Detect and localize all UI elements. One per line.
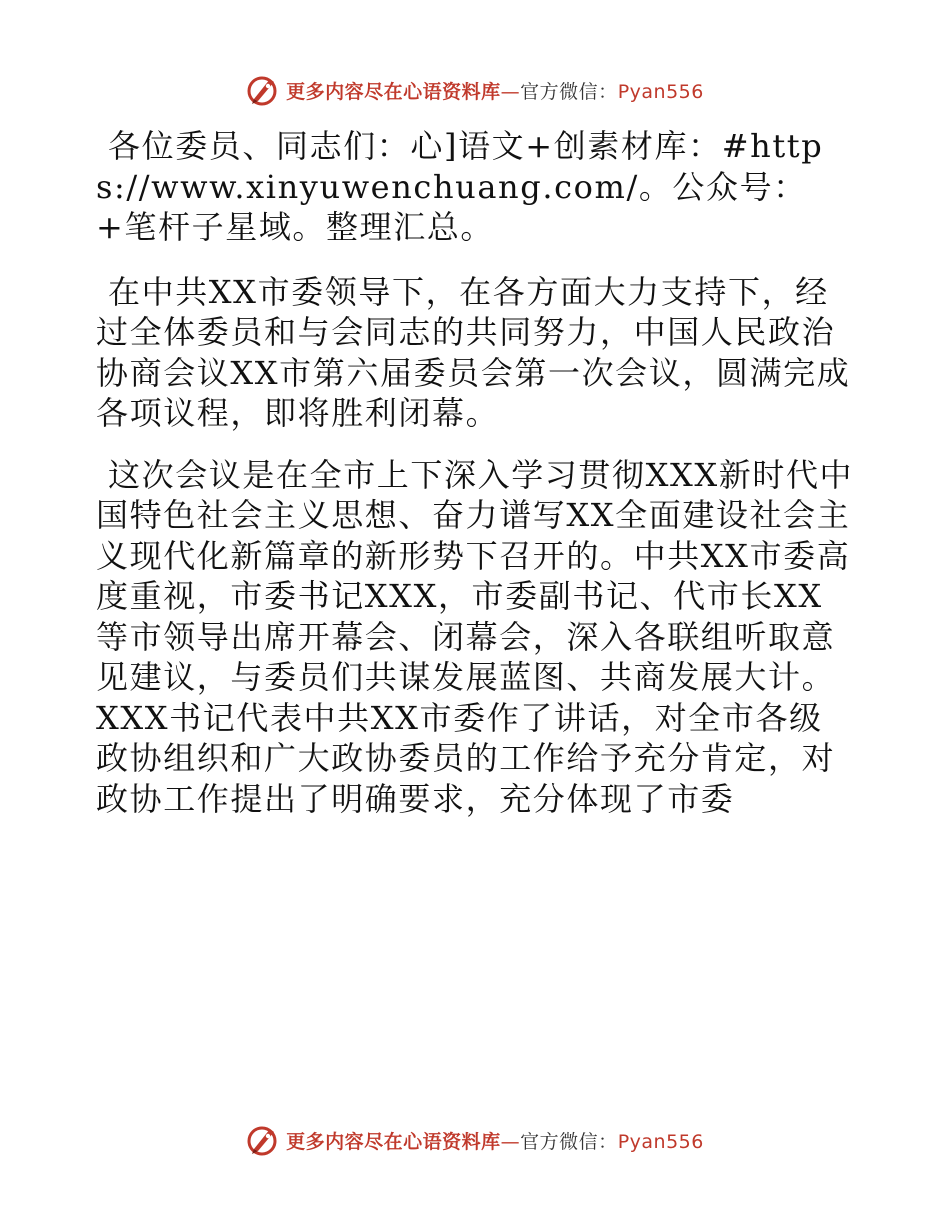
banner-text xyxy=(286,77,704,104)
banner-highlight: 更多内容尽在心语资料库 xyxy=(286,80,501,103)
feather-pen-logo-icon xyxy=(246,73,280,107)
banner-wechat-label: 官方微信： xyxy=(520,1130,618,1153)
banner-wechat-account: Pyan556 xyxy=(617,80,704,103)
footer-banner xyxy=(0,1120,950,1160)
banner-highlight: 更多内容尽在心语资料库 xyxy=(286,1130,501,1153)
banner-dash: — xyxy=(500,80,521,103)
banner-wechat-account: Pyan556 xyxy=(617,1130,704,1153)
header-banner xyxy=(0,70,950,110)
feather-pen-logo-icon xyxy=(246,1123,280,1157)
paragraph-1: 各位委员、同志们：心]语文+创素材库：#https://www.xinyuwenchuang.com/。公众号：+笔杆子星域。整理汇总。 xyxy=(96,127,824,246)
banner-wechat-label: 官方微信： xyxy=(520,80,618,103)
paragraph-2: 在中共XX市委领导下，在各方面大力支持下，经过全体委员和与会同志的共同努力，中国人民政治协商会议XX市第六届委员会第一次会议，圆满完成各项议程，即将胜利闭幕。 xyxy=(96,272,851,432)
paragraph-3: 这次会议是在全市上下深入学习贯彻XXX新时代中国特色社会主义思想、奋力谱写XX全面建设社会主义现代化新篇章的新形势下召开的。中共XX市委高度重视，市委书记XXX，市委副书记、代市长XX等市领导出席开幕会、闭幕会，深入各联组听取意见建议，与委员们共谋发展蓝图、共商发展大计。XXX书记代表中共XX市委作了讲话，对全市各级政协组织和广大政协委员的工作给予充分肯定，对政协工作提出了明确要求，充分体现了市委 xyxy=(96,455,854,818)
document-body xyxy=(96,126,856,840)
banner-dash: — xyxy=(500,1130,521,1153)
banner-text xyxy=(286,1127,704,1154)
